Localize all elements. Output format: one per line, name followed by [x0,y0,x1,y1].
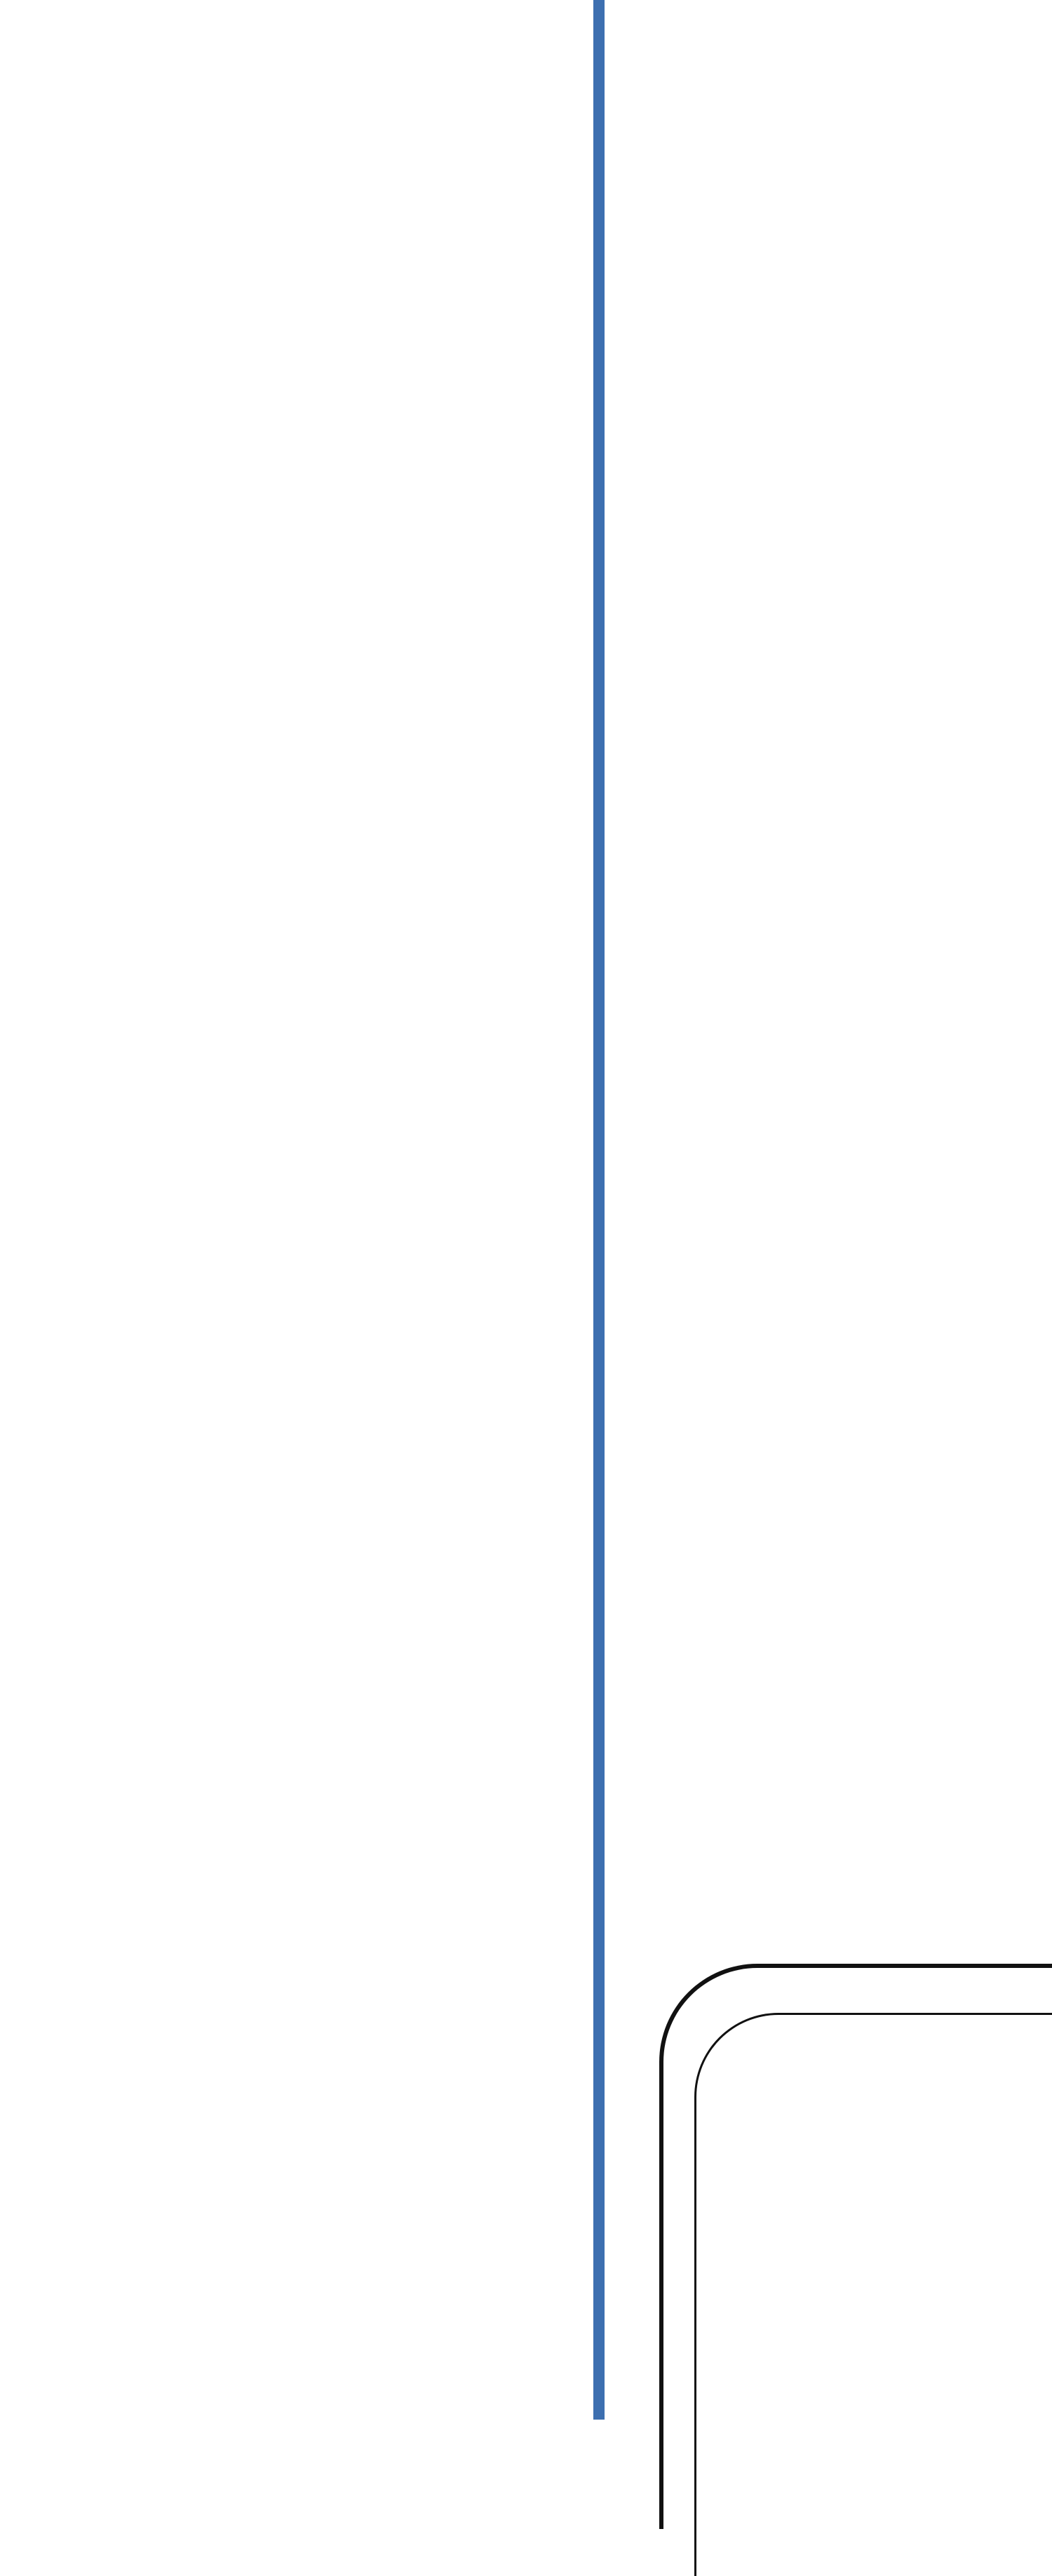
column-divider [593,0,605,2420]
boxed-section-inner-frame [694,2013,1052,2576]
